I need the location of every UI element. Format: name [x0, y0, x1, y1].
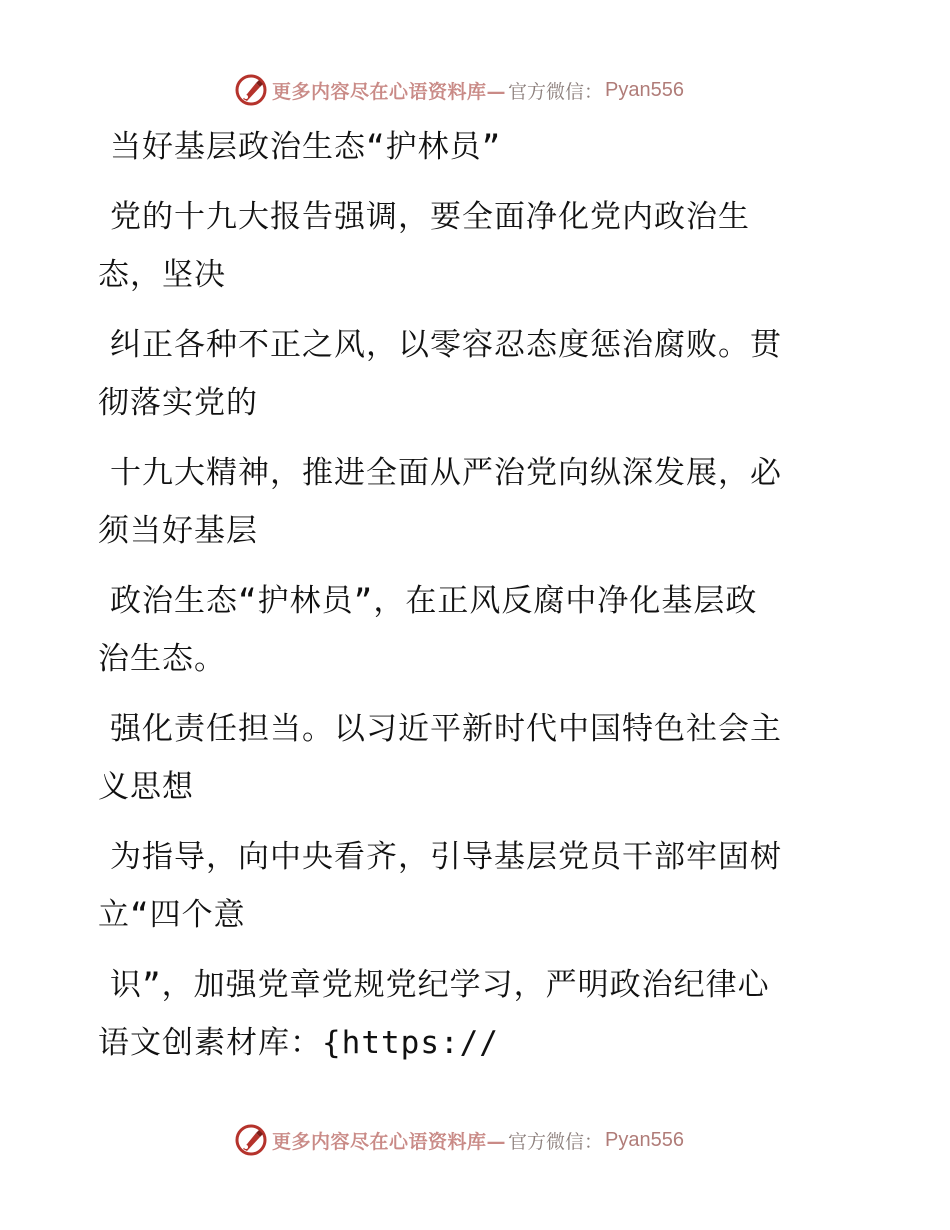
paragraph-line: 党的十九大报告强调，要全面净化党内政治生 [110, 199, 750, 235]
document-body [98, 118, 838, 1072]
watermark-wechat-id: Pyan556 [605, 1128, 684, 1151]
paragraph-line: 为指导，向中央看齐，引导基层党员干部牢固树 [110, 839, 782, 875]
paragraph-line: 须当好基层 [98, 513, 258, 549]
pen-logo-icon [234, 73, 268, 107]
paragraph-line: 彻落实党的 [98, 385, 258, 421]
paragraph-line: 义思想 [98, 769, 194, 805]
watermark-text: 更多内容尽在心语资料库— [272, 80, 507, 103]
watermark-wechat-id: Pyan556 [605, 78, 684, 101]
paragraph-line: 十九大精神，推进全面从严治党向纵深发展，必 [110, 455, 782, 491]
paragraph-line: 强化责任担当。以习近平新时代中国特色社会主 [110, 711, 782, 747]
paragraph-line: 语文创素材库：{https:// [98, 1025, 499, 1061]
document-title: 当好基层政治生态“护林员” [110, 129, 502, 165]
watermark-wechat-label: 官方微信： [508, 80, 604, 103]
header-watermark [234, 72, 684, 108]
paragraph-line: 治生态。 [98, 641, 226, 677]
paragraph-line: 立“四个意 [98, 897, 246, 933]
watermark-wechat-label: 官方微信： [508, 1130, 604, 1153]
paragraph-line: 识”，加强党章党规党纪学习，严明政治纪律心 [110, 967, 770, 1003]
paragraph-line: 纠正各种不正之风，以零容忍态度惩治腐败。贯 [110, 327, 782, 363]
paragraph-line: 政治生态“护林员”，在正风反腐中净化基层政 [110, 583, 758, 619]
paragraph-line: 态，坚决 [98, 257, 226, 293]
watermark-text: 更多内容尽在心语资料库— [272, 1130, 507, 1153]
pen-logo-icon [234, 1123, 268, 1157]
footer-watermark [234, 1122, 684, 1158]
